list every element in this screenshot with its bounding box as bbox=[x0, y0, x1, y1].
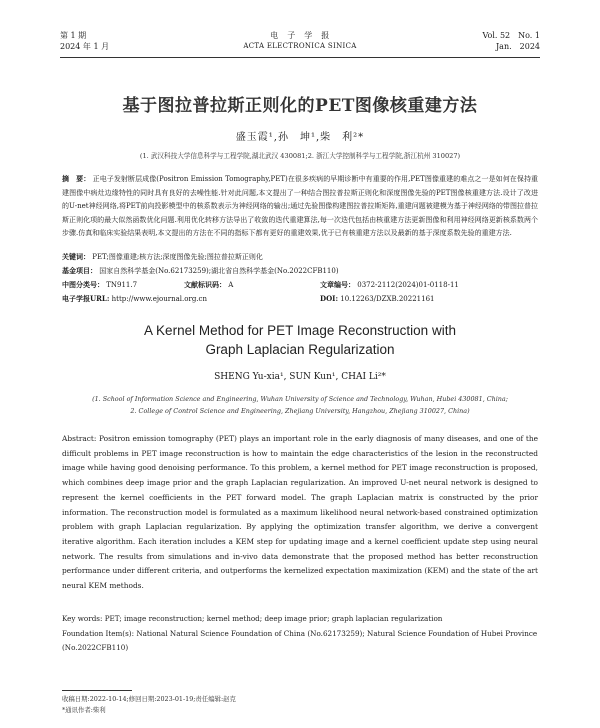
issue-cn: 第 1 期 bbox=[60, 31, 87, 40]
doi[interactable] bbox=[320, 293, 434, 305]
doi-value[interactable]: 10.12263/DZXB.20221161 bbox=[340, 295, 435, 303]
article-number bbox=[320, 279, 459, 291]
header-right bbox=[482, 30, 540, 52]
en-keywords-label: Key words: bbox=[62, 614, 103, 623]
journal-en: ACTA ELECTRONICA SINICA bbox=[243, 42, 357, 50]
en-fund-label: Foundation Item(s): bbox=[62, 628, 135, 638]
doc-code bbox=[184, 279, 233, 291]
header-rule bbox=[60, 57, 540, 58]
en-fund bbox=[62, 627, 538, 656]
doc-code-value: A bbox=[228, 281, 234, 289]
cn-title: 基于图拉普拉斯正则化的PET图像核重建方法 bbox=[122, 96, 478, 116]
footnote-rule bbox=[62, 690, 132, 691]
footnote-corresponding: *通讯作者:柴利 bbox=[62, 706, 106, 714]
cn-abstract-text: 正电子发射断层成像(Positron Emission Tomography,PET)在很多疾病的早期诊断中有重要的作用,PET图像重建的难点之一是如何在保持重建图像中病灶边缘特性的同时具有良好的去噪性能.针对此问题,本文提出了一种结合图拉普拉斯正则化和深度图像先验的PET图像核重建方法.设计了改进的U-net神经网络,将PET前向投影模型中的核系数表示为神经网络的输出;通过先验图像构建图拉普拉斯矩阵,重建问题被建模为基于神经网络的带图拉普拉斯正则化项的最大似然函数优化问题.利用优化转移方法导出了收敛的迭代重建算法,每一次迭代包括由核重建方法更新图像和利用神经网络更新核系数两个步骤.仿真和临床实验结果表明,本文提出的方法在不同的指标下都有更好的重建效果,优于已有核重建方法以及最新的基于深度系数先验的重建方法. bbox=[62, 175, 539, 237]
clc-value: TN911.7 bbox=[106, 281, 138, 289]
cn-clc-row bbox=[62, 279, 538, 291]
en-title bbox=[60, 321, 540, 359]
journal-url[interactable] bbox=[62, 293, 207, 305]
clc bbox=[62, 279, 137, 291]
en-affil-line2: 2. College of Control Science and Engineering, Zhejiang University, Hangzhou, Zhejiang 310027, China) bbox=[130, 407, 470, 415]
cn-url-row bbox=[62, 293, 538, 305]
header-center bbox=[60, 30, 540, 52]
clc-label: 中图分类号： bbox=[62, 280, 104, 289]
cn-fund bbox=[62, 265, 538, 277]
en-title-line1: A Kernel Method for PET Image Reconstruction with bbox=[144, 323, 456, 338]
en-abstract-label: Abstract: bbox=[62, 434, 97, 443]
en-abstract bbox=[62, 432, 538, 594]
en-keywords bbox=[62, 612, 538, 627]
cn-fund-text: 国家自然科学基金(No.62173259);湖北省自然科学基金(No.2022CFB110) bbox=[99, 267, 339, 275]
en-abstract-text: Positron emission tomography (PET) plays an important role in the early diagnosis of many diseases, and one of the difficult problems in PET image reconstruction is how to maintain the edge characteristics of the lesion in the reconstructed image while having good denoising performance. To this problem, a kernel method for PET image reconstruction is proposed, which combines deep image prior and the graph Laplacian regularization. An improved U-net neural network is designed to represent the kernel coefficients in the PET forward model. The graph Laplacian matrix is constructed by the prior information. The reconstruction model is formulated as a maximum likelihood neural network-based constrained optimization problem with graph Laplacian regularization. By applying the optimization transfer algorithm, we derive a convergent iterative algorithm. Each iteration includes a KEM step for updating image and a kernel coefficient update step using neural network. The results from simulations and in-vivo data demonstrate that the proposed method has better reconstruction performance under different criteria, and outperforms the kernelized expectation maximization (KEM) and the state of the art neural KEM methods. bbox=[62, 434, 538, 591]
date-cn: 2024 年 1 月 bbox=[60, 42, 110, 51]
article-number-label: 文章编号： bbox=[320, 280, 355, 289]
cn-authors: 盛玉霞¹,孙 坤¹,柴 利²* bbox=[235, 132, 365, 143]
cn-affiliation: (1. 武汉科技大学信息科学与工程学院,湖北武汉 430081;2. 浙江大学控制科学与工程学院,浙江杭州 310027) bbox=[139, 152, 461, 160]
date-en: Jan. 2024 bbox=[495, 42, 540, 51]
en-authors: SHENG Yu-xia¹, SUN Kun¹, CHAI Li²* bbox=[214, 372, 386, 382]
en-keywords-text: PET; image reconstruction; kernel method; deep image prior; graph laplacian regularization bbox=[104, 614, 443, 623]
footnote-dates: 收稿日期:2022-10-14;修回日期:2023-01-19;责任编辑:赵克 bbox=[62, 695, 236, 703]
cn-abstract-label: 摘 要： bbox=[62, 174, 91, 183]
journal-cn: 电 子 学 报 bbox=[270, 31, 330, 40]
doi-label: DOI: bbox=[320, 294, 339, 303]
running-header bbox=[60, 30, 540, 58]
en-keywords-block bbox=[62, 612, 538, 656]
en-fund-text: National Natural Science Foundation of China (No.62173259); Natural Science Foundation of Hubei Province (No.2022CFB110) bbox=[62, 628, 538, 652]
en-title-line2: Graph Laplacian Regularization bbox=[205, 342, 395, 357]
url-value[interactable]: http://www.ejournal.org.cn bbox=[111, 295, 207, 303]
cn-fund-label: 基金项目： bbox=[62, 266, 97, 275]
cn-keywords-label: 关键词： bbox=[62, 252, 90, 261]
cn-abstract bbox=[62, 172, 538, 241]
en-affil-line1: (1. School of Information Science and Engineering, Wuhan University of Science and Technology, Wuhan, Hubei 430081, China; bbox=[92, 395, 508, 403]
cn-keywords-text: PET;图像重建;核方法;深度图像先验;图拉普拉斯正则化 bbox=[92, 253, 263, 261]
article-number-value: 0372-2112(2024)01-0118-11 bbox=[357, 281, 459, 289]
cn-keywords bbox=[62, 251, 538, 263]
footnotes bbox=[62, 694, 236, 716]
doc-code-label: 文献标识码： bbox=[184, 280, 226, 289]
en-affiliation bbox=[70, 393, 530, 417]
url-label: 电子学报URL: bbox=[62, 294, 110, 303]
volume: Vol. 52 No. 1 bbox=[482, 31, 540, 40]
